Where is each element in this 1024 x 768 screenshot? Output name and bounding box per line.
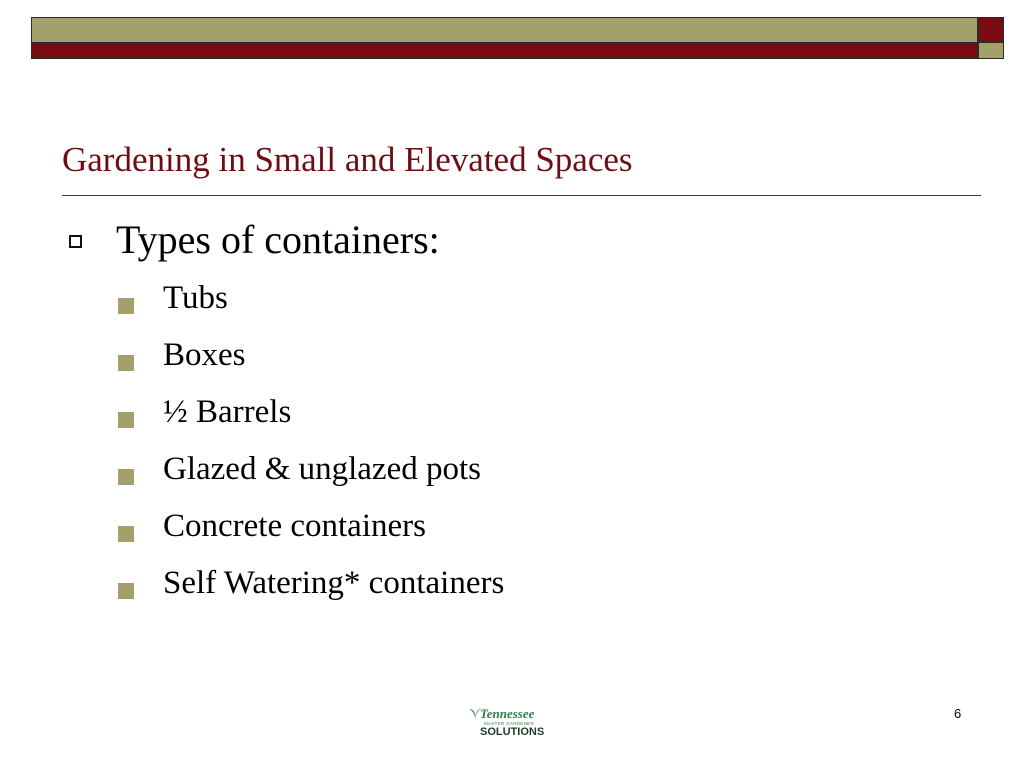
list-item-text: Boxes: [163, 337, 246, 373]
logo-line-2: MASTER GARDENER: [484, 721, 535, 726]
header-square-maroon: [978, 17, 1004, 43]
square-bullet-icon: [118, 526, 134, 542]
list-item-text: Tubs: [163, 280, 228, 316]
square-bullet-icon: [118, 583, 134, 599]
list-item-text: Glazed & unglazed pots: [163, 451, 481, 487]
logo-line-3: SOLUTIONS: [480, 726, 545, 738]
square-bullet-icon: [118, 469, 134, 485]
header-band-olive: [31, 17, 978, 43]
square-bullet-icon: [118, 355, 134, 371]
main-bullet-text: Types of containers:: [116, 217, 440, 262]
list-item-text: Self Watering* containers: [163, 565, 505, 601]
logo-line-1: Tennessee: [480, 706, 535, 721]
header-band-maroon: [31, 42, 978, 59]
tennessee-master-gardener-logo: [466, 704, 545, 742]
title-divider: [62, 195, 981, 196]
slide-title: Gardening in Small and Elevated Spaces: [62, 140, 633, 179]
square-bullet-icon: [118, 412, 134, 428]
header-square-olive: [978, 42, 1004, 59]
list-item-text: ½ Barrels: [163, 394, 292, 430]
hollow-square-bullet-icon: [69, 235, 82, 248]
page-number: 6: [954, 706, 962, 721]
square-bullet-icon: [118, 298, 134, 314]
list-item-text: Concrete containers: [163, 508, 426, 544]
